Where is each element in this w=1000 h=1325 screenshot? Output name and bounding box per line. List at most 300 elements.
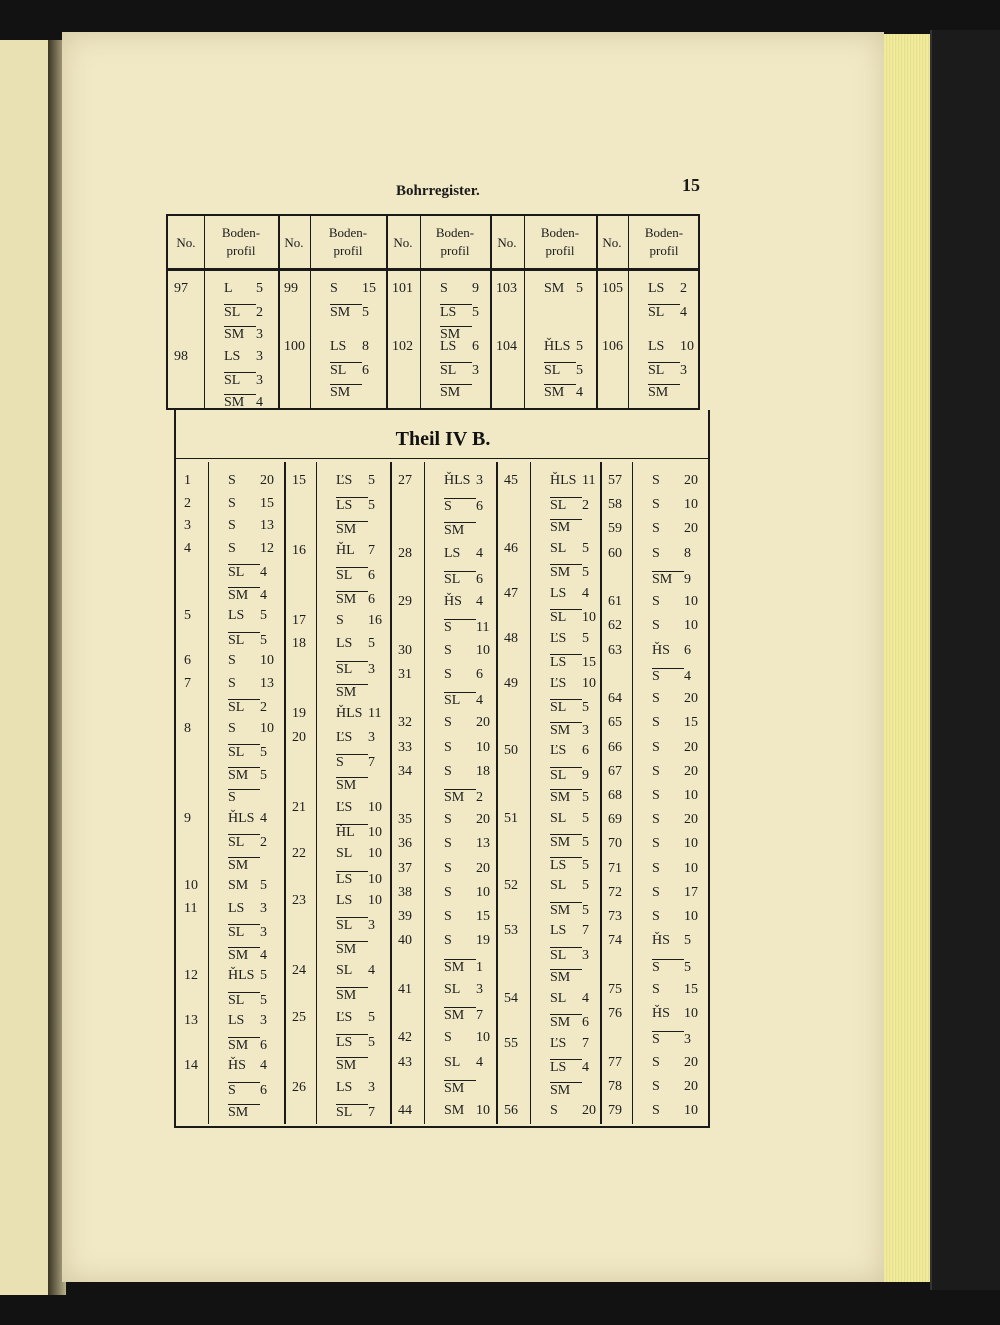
soil-symbol: SM [228, 767, 260, 783]
layer-depth: 6 [260, 1037, 267, 1053]
soil-layer [330, 304, 369, 320]
soil-symbol: ȞLS [550, 473, 577, 488]
soil-symbol: LS [444, 545, 461, 561]
boring-number: 27 [398, 473, 412, 488]
soil-layer [330, 384, 362, 400]
soil-layer [550, 497, 589, 513]
header-line: Boden- [540, 225, 580, 240]
soil-symbol: S [444, 1030, 452, 1046]
soil-symbol: S [444, 836, 452, 852]
soil-layer [648, 362, 687, 378]
soil-symbol: SM [336, 521, 368, 537]
layer-depth: 6 [476, 666, 483, 682]
soil-symbol: SM [550, 722, 582, 738]
soil-layer [228, 1014, 267, 1028]
soil-layer [444, 644, 490, 658]
soil-layer [224, 282, 263, 296]
layer-depth: 3 [368, 661, 375, 677]
layer-depth: 3 [476, 981, 483, 997]
soil-layer [336, 871, 382, 887]
boring-number: 23 [292, 893, 306, 908]
soil-layer [550, 1059, 589, 1075]
soil-symbol: SM [336, 777, 368, 793]
soil-layer [228, 474, 274, 488]
boring-number: 18 [292, 636, 306, 652]
layer-depth: 10 [476, 1103, 490, 1118]
soil-layer [444, 1080, 476, 1096]
soil-symbol: SL [228, 834, 260, 850]
soil-symbol: S [444, 498, 476, 514]
layer-depth: 20 [476, 812, 490, 828]
layer-depth: 2 [680, 281, 687, 296]
soil-layer [228, 902, 267, 916]
soil-symbol: SM [336, 684, 368, 700]
soil-layer [336, 661, 375, 677]
layer-depth: 5 [368, 1035, 375, 1050]
soil-symbol: SL [228, 699, 260, 715]
layer-depth: 4 [260, 947, 267, 963]
soil-symbol: SM [444, 789, 476, 805]
column-rule [600, 462, 602, 1124]
boring-number: 103 [496, 281, 517, 296]
soil-layer [648, 384, 680, 400]
layer-depth: 10 [582, 675, 596, 691]
layer-depth: 4 [476, 594, 483, 610]
layer-depth: 4 [680, 305, 687, 320]
soil-symbol: SM [550, 519, 582, 535]
boring-number: 40 [398, 933, 412, 949]
header-line: Boden- [328, 225, 368, 240]
soil-layer [444, 934, 490, 948]
layer-depth: 15 [582, 655, 596, 670]
soil-symbol: SL [336, 963, 353, 978]
soil-symbol: SL [550, 810, 567, 826]
soil-symbol: LS [648, 281, 665, 296]
soil-symbol: SM [330, 304, 362, 320]
layer-depth: 11 [582, 473, 596, 488]
soil-symbol: ȞS [228, 1058, 246, 1073]
page-number: 15 [682, 175, 700, 195]
soil-symbol: SL [330, 362, 362, 378]
soil-layer [444, 741, 490, 755]
layer-depth: 10 [260, 720, 274, 736]
soil-layer [550, 834, 589, 850]
previous-page-edge [0, 40, 50, 1295]
boring-number: 97 [174, 281, 188, 296]
layer-depth: 10 [476, 1030, 490, 1046]
soil-layer [336, 801, 382, 815]
boring-number: 14 [184, 1058, 198, 1073]
layer-depth: 9 [582, 767, 589, 783]
column-header-profile [204, 224, 278, 260]
soil-layer [544, 384, 583, 400]
column-header-profile [524, 224, 596, 260]
soil-symbol: SL [550, 497, 582, 513]
soil-symbol: SL [648, 304, 680, 320]
boring-number: 64 [608, 691, 622, 707]
soil-symbol: ȞS [652, 642, 670, 658]
layer-depth: 2 [260, 835, 267, 850]
soil-layer [652, 547, 691, 561]
soil-layer [652, 619, 698, 633]
soil-layer [652, 813, 698, 827]
boring-number: 2 [184, 495, 191, 511]
soil-layer [550, 1104, 596, 1118]
soil-symbol: S [652, 1078, 660, 1094]
boring-number: 56 [504, 1103, 518, 1118]
soil-symbol: S [652, 763, 660, 779]
soil-layer [652, 644, 691, 658]
soil-layer [228, 947, 267, 963]
boring-number: 49 [504, 675, 518, 691]
layer-depth: 4 [368, 963, 375, 978]
soil-symbol: SL [228, 744, 260, 760]
boring-number: 75 [608, 981, 622, 997]
layer-depth: 10 [368, 799, 382, 815]
layer-depth: 7 [582, 923, 589, 938]
layer-depth: 4 [260, 565, 267, 580]
soil-symbol: SL [336, 846, 353, 862]
boring-number: 9 [184, 810, 191, 826]
soil-symbol: SM [444, 1080, 476, 1096]
layer-depth: 2 [476, 790, 483, 805]
soil-symbol: SL [440, 362, 472, 378]
boring-number: 76 [608, 1006, 622, 1022]
boring-number: 36 [398, 836, 412, 852]
soil-symbol: ĽS [550, 675, 567, 691]
layer-depth: 10 [260, 653, 274, 668]
soil-layer [228, 857, 260, 873]
soil-layer [652, 1007, 698, 1021]
layer-depth: 15 [684, 981, 698, 997]
soil-layer [652, 934, 691, 948]
layer-depth: 3 [476, 473, 483, 488]
soil-layer [336, 824, 382, 840]
layer-depth: 20 [684, 521, 698, 537]
soil-layer [336, 731, 375, 745]
layer-depth: 4 [260, 1058, 267, 1073]
layer-depth: 9 [684, 571, 691, 587]
soil-layer [336, 637, 375, 651]
boring-number: 73 [608, 909, 622, 925]
soil-layer [652, 910, 698, 924]
soil-layer [444, 571, 483, 587]
boring-number: 26 [292, 1079, 306, 1095]
boring-number: 98 [174, 349, 188, 364]
soil-symbol: S [652, 668, 684, 684]
soil-layer [228, 992, 267, 1008]
layer-depth: 20 [476, 860, 490, 876]
layer-depth: 10 [476, 739, 490, 755]
layer-depth: 19 [476, 933, 490, 949]
soil-layer [550, 969, 582, 985]
soil-layer [652, 498, 698, 512]
soil-layer [550, 879, 589, 893]
layer-depth: 4 [582, 990, 589, 1006]
soil-layer [440, 362, 479, 378]
soil-symbol: SL [336, 917, 368, 933]
top-table [166, 214, 700, 410]
soil-layer [228, 789, 260, 805]
layer-depth: 6 [368, 568, 375, 584]
boring-number: 62 [608, 618, 622, 634]
soil-layer [550, 474, 595, 488]
layer-depth: 5 [582, 700, 589, 715]
soil-symbol: ĽS [336, 799, 353, 815]
layer-depth: 6 [476, 571, 483, 587]
layer-depth: 5 [362, 305, 369, 320]
layer-depth: 4 [684, 668, 691, 684]
boring-number: 53 [504, 923, 518, 938]
boring-number: 8 [184, 720, 191, 736]
layer-depth: 15 [684, 715, 698, 731]
soil-layer [444, 1104, 490, 1118]
soil-symbol: SM [444, 1007, 476, 1023]
soil-layer [648, 282, 687, 296]
layer-depth: 4 [576, 385, 583, 400]
soil-symbol: SL [444, 981, 461, 997]
column-header-no: No. [497, 235, 517, 250]
layer-depth: 4 [256, 395, 263, 410]
soil-layer [228, 722, 274, 736]
soil-layer [336, 754, 375, 770]
boring-number: 78 [608, 1078, 622, 1094]
soil-symbol: S [652, 884, 660, 900]
layer-depth: 16 [368, 613, 382, 628]
soil-layer [550, 564, 589, 580]
boring-number: 13 [184, 1013, 198, 1028]
soil-symbol: LS [336, 1079, 353, 1095]
soil-symbol: S [652, 836, 660, 852]
soil-layer [228, 812, 267, 826]
soil-symbol: S [228, 675, 236, 691]
soil-layer [550, 722, 589, 738]
soil-layer [550, 902, 589, 918]
soil-symbol: LS [550, 585, 567, 601]
column-rule [208, 462, 209, 1124]
layer-depth: 4 [476, 545, 483, 561]
soil-symbol: S [444, 812, 452, 828]
boring-number: 104 [496, 339, 517, 354]
header-line: Boden- [221, 225, 261, 240]
soil-symbol: SM [336, 1057, 368, 1073]
layer-depth: 6 [368, 591, 375, 607]
soil-layer [544, 340, 583, 354]
layer-depth: 6 [582, 743, 589, 758]
header-line: profil [333, 243, 363, 258]
soil-symbol: S [228, 1082, 260, 1098]
soil-layer [550, 857, 589, 873]
boring-number: 74 [608, 933, 622, 949]
soil-symbol: S [440, 281, 448, 296]
layer-depth: 5 [582, 857, 589, 873]
boring-number: 100 [284, 339, 305, 354]
soil-layer [444, 1056, 483, 1070]
soil-layer [224, 350, 263, 364]
soil-symbol: SL [550, 540, 567, 556]
soil-symbol: S [652, 909, 660, 925]
soil-layer [228, 587, 267, 603]
column-rule [632, 462, 633, 1124]
column-header-profile [628, 224, 700, 260]
soil-symbol: ĽS [336, 473, 353, 488]
soil-symbol: SM [228, 1104, 260, 1120]
soil-symbol: S [444, 933, 452, 949]
layer-depth: 10 [684, 618, 698, 634]
boring-number: 30 [398, 642, 412, 658]
soil-symbol: S [228, 518, 236, 533]
header-line: profil [649, 243, 679, 258]
soil-symbol: S [652, 739, 660, 755]
boring-number: 22 [292, 846, 306, 862]
soil-layer [330, 282, 376, 296]
soil-symbol: S [652, 473, 660, 488]
soil-layer [228, 1037, 267, 1053]
layer-depth: 3 [368, 1079, 375, 1095]
soil-symbol: S [336, 754, 368, 770]
soil-layer [336, 707, 381, 721]
soil-symbol: S [444, 739, 452, 755]
boring-number: 65 [608, 715, 622, 731]
soil-symbol: LS [336, 636, 353, 652]
layer-depth: 10 [476, 884, 490, 900]
soil-symbol: SL [648, 362, 680, 378]
layer-depth: 12 [260, 540, 274, 556]
boring-number: 69 [608, 812, 622, 828]
layer-depth: 7 [368, 1105, 375, 1120]
soil-layer [652, 1080, 698, 1094]
layer-depth: 2 [256, 305, 263, 320]
layer-depth: 5 [582, 630, 589, 646]
layer-depth: 10 [684, 1103, 698, 1118]
soil-symbol: SM [228, 587, 260, 603]
boring-number: 70 [608, 836, 622, 852]
soil-layer [228, 654, 274, 668]
soil-symbol: SL [228, 924, 260, 940]
boring-number: 5 [184, 608, 191, 623]
layer-depth: 10 [680, 339, 694, 354]
layer-depth: 20 [684, 1054, 698, 1070]
layer-depth: 11 [476, 620, 490, 636]
soil-layer [228, 879, 267, 893]
soil-symbol: S [652, 788, 660, 803]
boring-number: 58 [608, 497, 622, 513]
boring-number: 10 [184, 878, 198, 893]
boring-number: 41 [398, 981, 412, 997]
layer-depth: 20 [684, 739, 698, 755]
layer-depth: 4 [476, 1054, 483, 1070]
layer-depth: 3 [368, 918, 375, 934]
boring-number: 37 [398, 860, 412, 876]
layer-depth: 5 [260, 745, 267, 760]
layer-depth: 5 [260, 878, 267, 893]
layer-depth: 5 [368, 473, 375, 488]
soil-symbol: SM [336, 591, 368, 607]
soil-layer [550, 1037, 589, 1051]
soil-layer [336, 964, 375, 978]
soil-symbol: L [224, 281, 233, 296]
soil-layer [550, 992, 589, 1006]
boring-number: 66 [608, 739, 622, 755]
layer-depth: 5 [582, 790, 589, 805]
layer-depth: 10 [684, 909, 698, 925]
layer-depth: 10 [476, 642, 490, 658]
soil-symbol: SM [648, 384, 680, 400]
soil-symbol: SL [544, 362, 576, 378]
soil-layer [228, 632, 267, 648]
soil-symbol: ȞLS [228, 810, 255, 826]
layer-depth: 3 [256, 373, 263, 388]
layer-depth: 3 [582, 722, 589, 738]
soil-layer [444, 498, 483, 514]
section-title: Theil IV B. [395, 428, 491, 450]
soil-layer [652, 522, 698, 536]
soil-symbol: S [444, 666, 452, 682]
soil-symbol: S [228, 653, 236, 668]
layer-depth: 20 [260, 473, 274, 488]
boring-number: 59 [608, 521, 622, 537]
layer-depth: 3 [684, 1032, 691, 1048]
soil-layer [228, 969, 267, 983]
boring-number: 25 [292, 1009, 306, 1025]
soil-symbol: SM [336, 941, 368, 957]
layer-depth: 5 [582, 902, 589, 918]
soil-symbol: SM [440, 326, 472, 342]
soil-layer [336, 941, 368, 957]
layer-depth: 3 [680, 363, 687, 378]
soil-layer [544, 362, 583, 378]
layer-depth: 5 [582, 565, 589, 580]
layer-depth: 6 [260, 1082, 267, 1098]
layer-depth: 3 [582, 947, 589, 963]
soil-symbol: ĽS [550, 743, 567, 758]
soil-layer [228, 519, 274, 533]
soil-layer [444, 619, 489, 635]
soil-symbol: SM [544, 281, 565, 296]
layer-depth: 4 [260, 810, 267, 826]
boring-number: 12 [184, 968, 198, 983]
boring-number: 72 [608, 884, 622, 900]
layer-depth: 3 [256, 349, 263, 364]
column-rule [424, 462, 425, 1124]
soil-symbol: SL [336, 1104, 368, 1120]
soil-layer [544, 282, 583, 296]
soil-symbol: SM [228, 1037, 260, 1053]
column-header-no: No. [393, 235, 413, 250]
soil-layer [224, 304, 263, 320]
soil-layer [444, 959, 483, 975]
boring-number: 7 [184, 675, 191, 691]
layer-depth: 3 [472, 363, 479, 378]
soil-layer [336, 614, 382, 628]
soil-layer [228, 834, 267, 850]
soil-layer [550, 587, 589, 601]
soil-symbol: SL [224, 304, 256, 320]
boring-number: 106 [602, 339, 623, 354]
soil-symbol: ȞL [336, 543, 355, 558]
soil-symbol: SM [550, 564, 582, 580]
layer-depth: 3 [260, 925, 267, 940]
boring-number: 67 [608, 763, 622, 779]
soil-layer [550, 542, 589, 556]
soil-symbol: S [444, 909, 452, 925]
soil-layer [336, 544, 375, 558]
soil-layer [336, 894, 382, 908]
boring-number: 71 [608, 860, 622, 876]
soil-symbol: ȞS [444, 594, 462, 610]
soil-symbol: LS [440, 339, 457, 354]
soil-layer [652, 1031, 691, 1047]
